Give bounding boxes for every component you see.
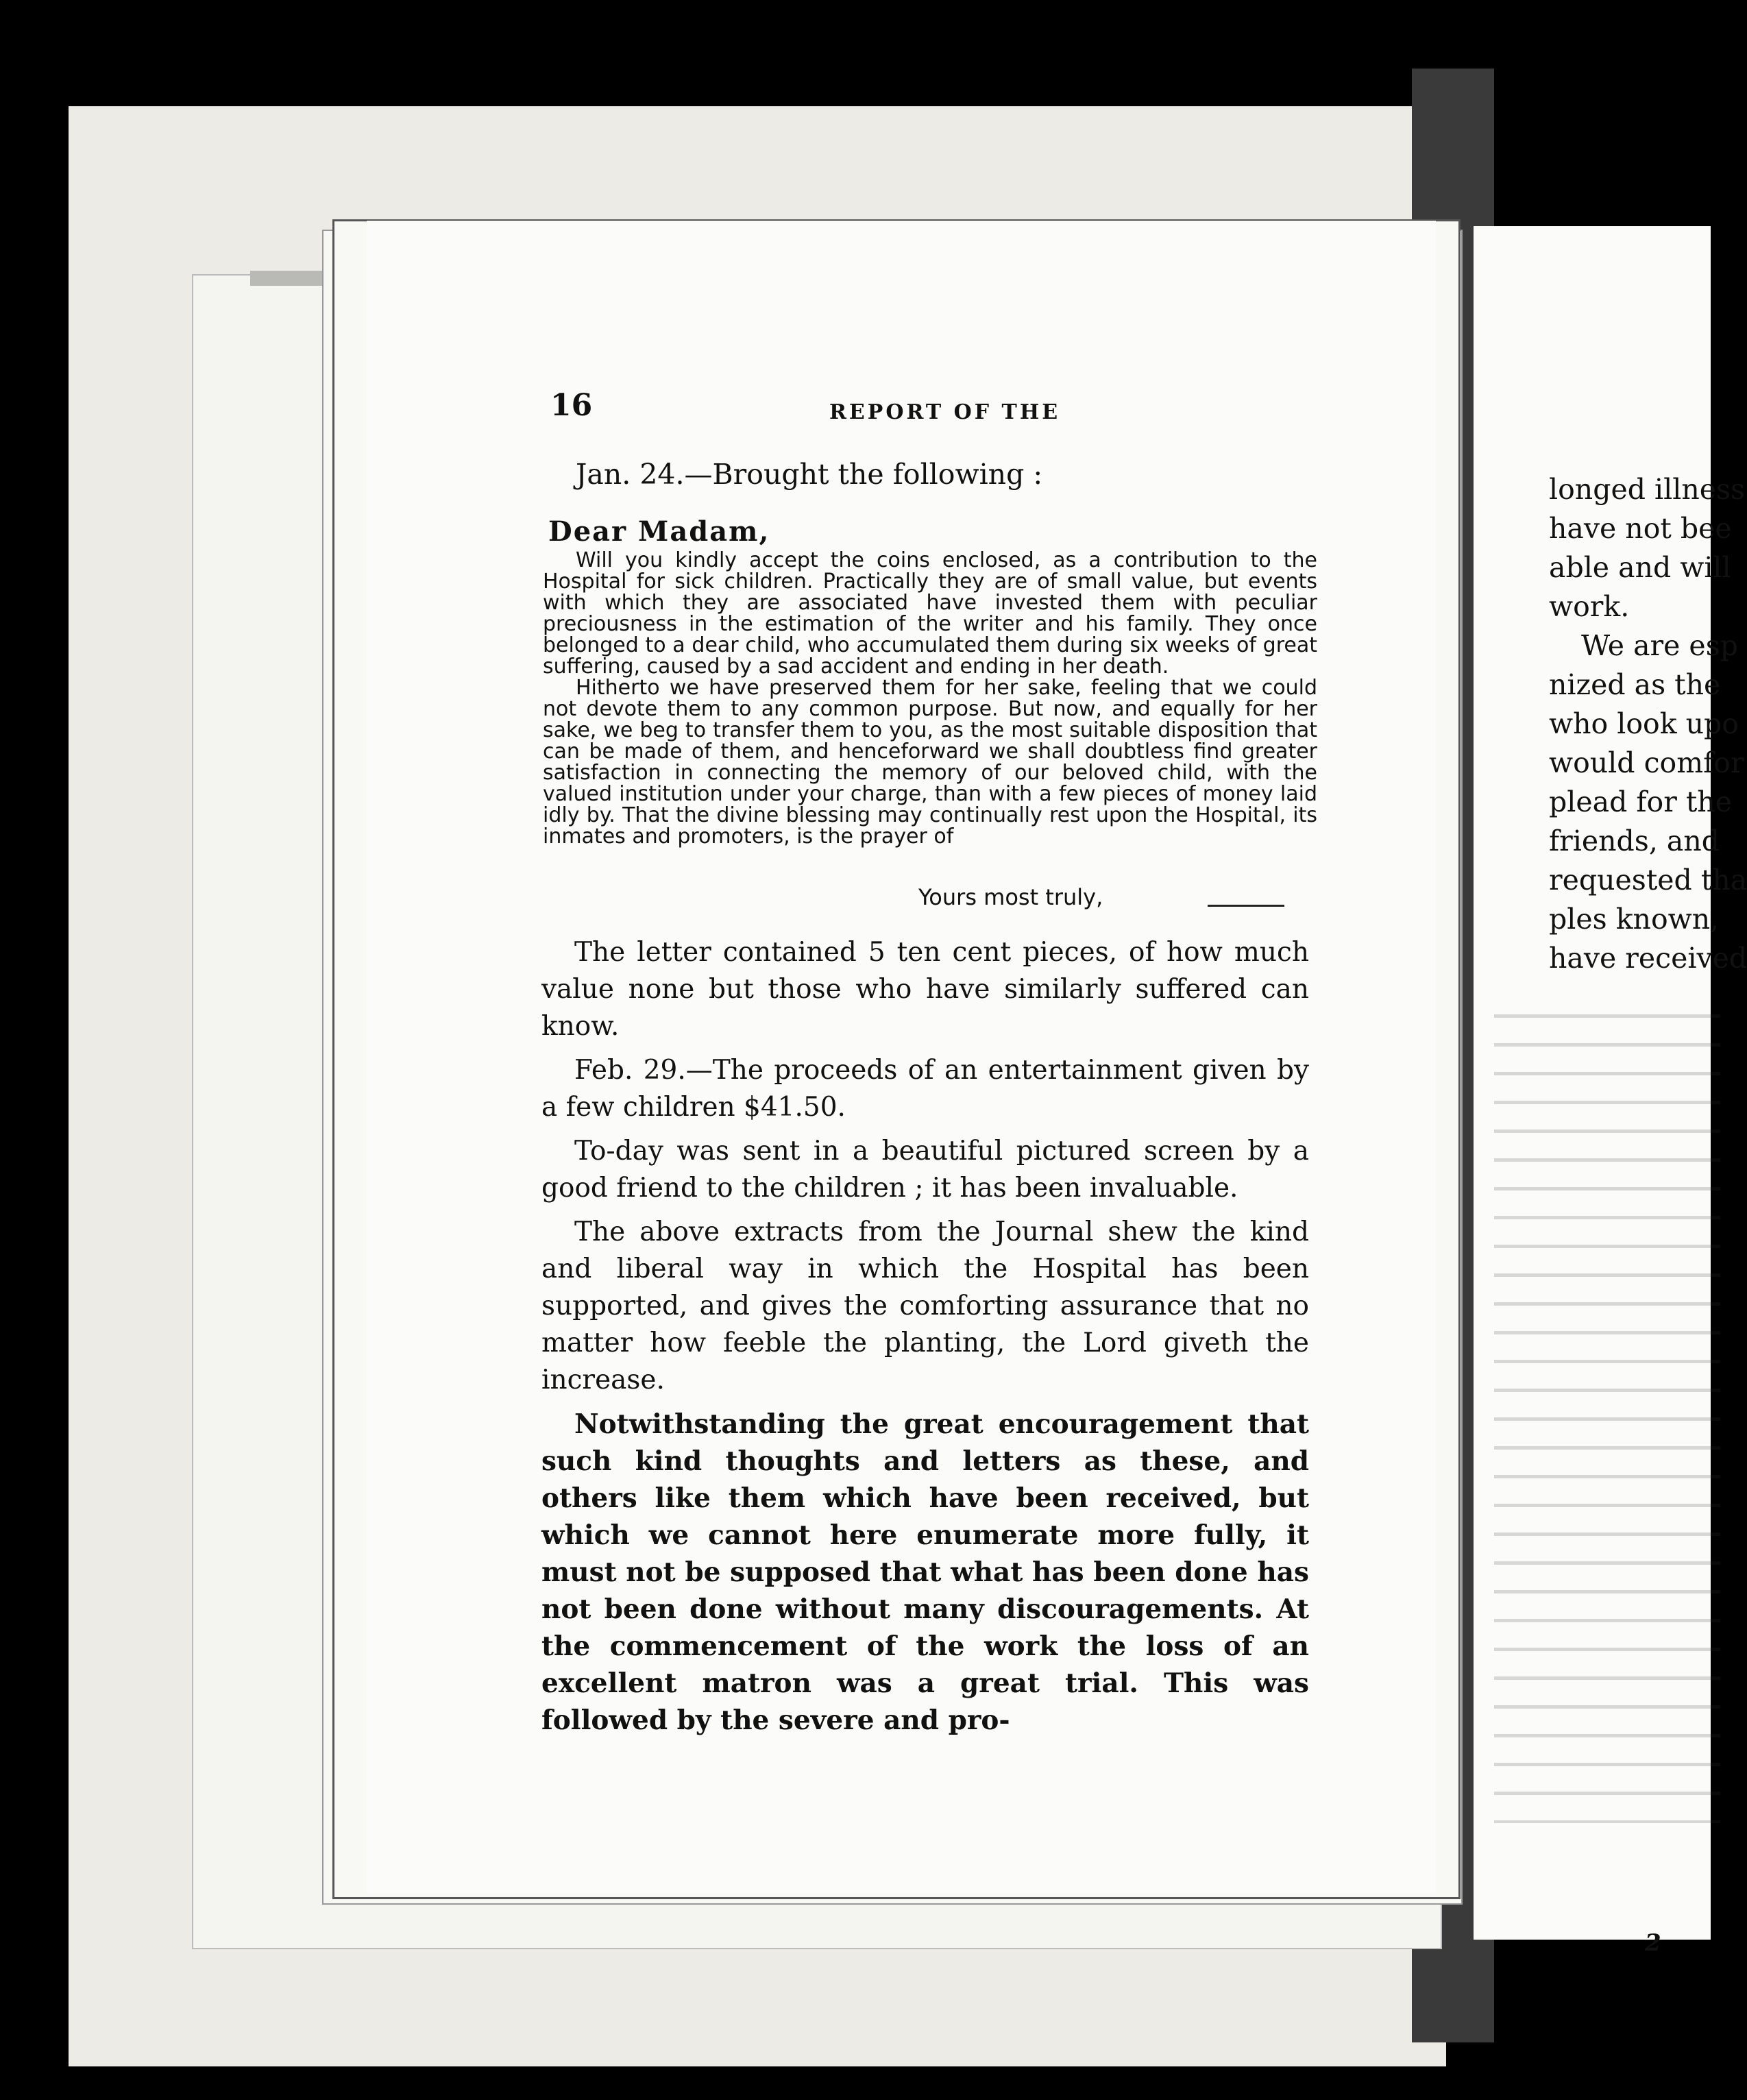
- right-page-line: longed illness: [1549, 473, 1746, 506]
- page-number: 16: [550, 388, 593, 423]
- right-page-line: able and will: [1549, 551, 1731, 584]
- body-paragraph: Feb. 29.—The proceeds of an entertainment given by a few children $41.50.: [541, 1055, 1309, 1123]
- running-head: REPORT OF THE: [829, 400, 1061, 424]
- body-paragraph: To-day was sent in a beautiful pictured screen by a good friend to the children ; it has been invaluable.: [541, 1136, 1309, 1204]
- signature-line: [1208, 905, 1284, 907]
- right-page-line: plead for the: [1549, 785, 1732, 818]
- right-page-line: ples known,: [1549, 903, 1720, 936]
- right-page-line: requested tha: [1549, 864, 1747, 896]
- right-page: [1474, 226, 1747, 1957]
- main-text: [541, 934, 1309, 1746]
- letter-salutation: Dear Madam,: [548, 515, 770, 548]
- letter-paragraph: Hitherto we have preserved them for her sake, feeling that we could not devote them to any common purpose. But now, and equally for her sake, we beg to transfer them to you, as the most suitable disposition that can be made of them, and henceforward we shall doubtless find greater satisfaction in connecting the memory of our beloved child, with the valued institution under your charge, than with a few pieces of money laid idly by. That the divine blessing may continually rest upon the Hospital, its inmates and promoters, is the prayer of: [543, 676, 1317, 848]
- right-page-line: who look upo: [1549, 707, 1739, 740]
- page-tab: [250, 271, 332, 286]
- right-page-line: nized as the: [1549, 668, 1721, 701]
- right-page-number: 2: [1645, 1929, 1661, 1957]
- body-paragraph: The above extracts from the Journal shew the kind and liberal way in which the Hospital has been supported, and gives the comforting assurance that no matter how feeble the planting, the Lord giveth the increase.: [541, 1217, 1309, 1395]
- right-page-line: work.: [1549, 590, 1630, 623]
- right-page-line: We are esp: [1581, 629, 1738, 662]
- show-through-text: [1494, 1014, 1720, 1823]
- body-paragraph: The letter contained 5 ten cent pieces, of how much value none but those who have similarly suffered can know.: [541, 937, 1309, 1042]
- right-page-line: friends, and: [1549, 825, 1720, 857]
- right-page-line: have not bee: [1549, 512, 1732, 545]
- body-paragraph: Notwithstanding the great encouragement that such kind thoughts and letters as these, and others like them which have been received, but which we cannot here enumerate more fully, it must not be supposed that what has been done has not been done without many discouragements. At the commencement of the work the loss of an excellent matron was a great trial. This was followed by the severe and pro-: [541, 1408, 1309, 1736]
- right-page-line: have received: [1549, 942, 1747, 975]
- letter-body: [543, 550, 1317, 847]
- letter-signoff: Yours most truly,: [918, 884, 1103, 910]
- right-page-line: would comfor: [1549, 746, 1744, 779]
- letter-paragraph: Will you kindly accept the coins enclosed, as a contribution to the Hospital for sick children. Practically they are of small value, but events with which they are associated have invested them with peculiar preciousness in the estimation of the writer and his family. They once belonged to a dear child, who accumulated them during six weeks of great suffering, caused by a sad accident and ending in her death.: [543, 548, 1317, 679]
- journal-entry-jan24: Jan. 24.—Brought the following :: [576, 458, 1043, 491]
